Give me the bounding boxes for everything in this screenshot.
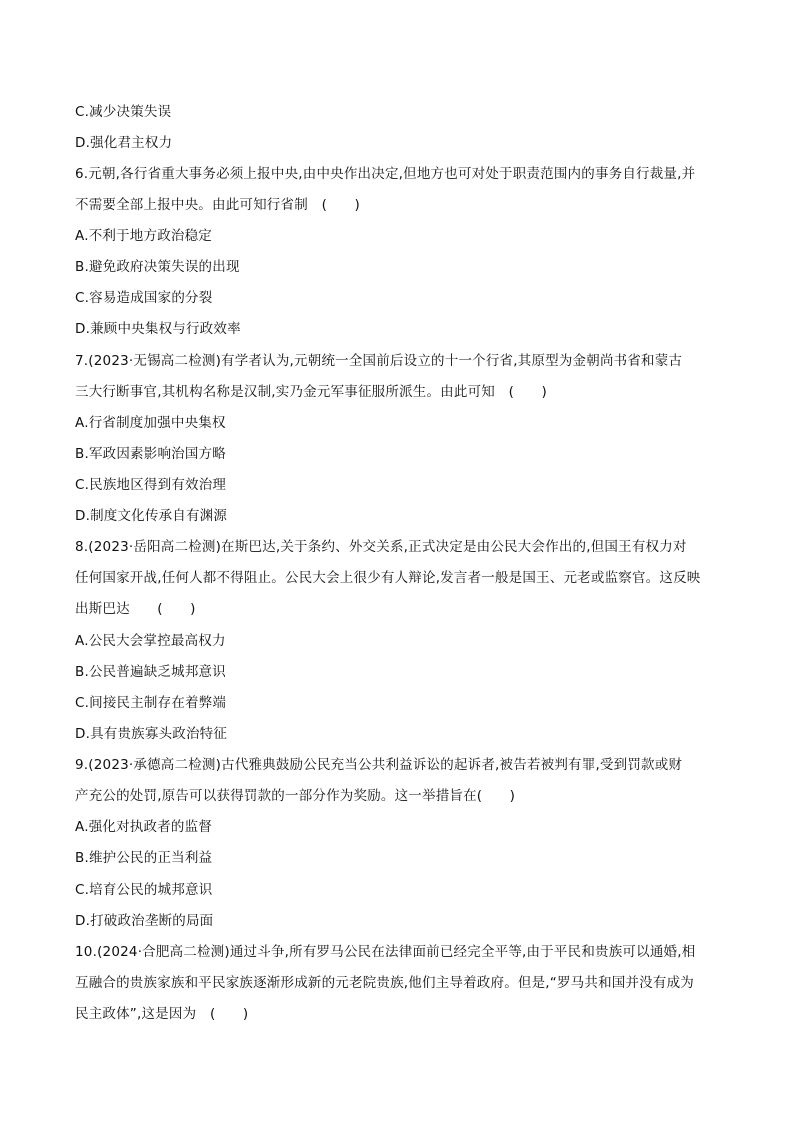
question-7-line-1: 7.(2023·无锡高二检测)有学者认为,元朝统一全国前后设立的十一个行省,其原型为金朝尚书省和蒙古 [75, 353, 683, 369]
option-c-q8: C.间接民主制存在着弊端 [75, 695, 227, 711]
option-b-q6: B.避免政府决策失误的出现 [75, 259, 240, 275]
option-d-q9: D.打破政治垄断的局面 [75, 913, 214, 929]
option-a-q8: A.公民大会掌控最高权力 [75, 633, 226, 649]
option-b-q8: B.公民普遍缺乏城邦意识 [75, 664, 226, 680]
option-c-q7: C.民族地区得到有效治理 [75, 477, 227, 493]
question-8-line-3: 出斯巴达 ( ) [75, 601, 196, 617]
option-a-q9: A.强化对执政者的监督 [75, 819, 212, 835]
question-6-line-2: 不需要全部上报中央。由此可知行省制 ( ) [75, 197, 360, 213]
question-6-line-1: 6.元朝,各行省重大事务必须上报中央,由中央作出决定,但地方也可对处于职责范围内的事务自行裁量,并 [75, 166, 696, 182]
question-10-line-1: 10.(2024·合肥高二检测)通过斗争,所有罗马公民在法律面前已经完全平等,由于平民和贵族可以通婚,相 [75, 944, 696, 960]
option-d-q6: D.兼顾中央集权与行政效率 [75, 321, 241, 337]
option-a-q7: A.行省制度加强中央集权 [75, 415, 226, 431]
option-a-q6: A.不利于地方政治稳定 [75, 228, 212, 244]
option-c-q6: C.容易造成国家的分裂 [75, 290, 213, 306]
question-10-line-3: 民主政体”,这是因为 ( ) [75, 1006, 249, 1022]
question-9-line-2: 产充公的处罚,原告可以获得罚款的一部分作为奖励。这一举措旨在( ) [75, 788, 516, 804]
option-b-q9: B.维护公民的正当利益 [75, 850, 213, 866]
option-d-q5: D.强化君主权力 [75, 135, 173, 151]
question-7-line-2: 三大行断事官,其机构名称是汉制,实乃金元军事征服所派生。由此可知 ( ) [75, 384, 548, 400]
question-10-line-2: 互融合的贵族家族和平民家族逐渐形成新的元老院贵族,他们主导着政府。但是,“罗马共和国并没有成为 [75, 975, 694, 991]
option-c-q5: C.减少决策失误 [75, 104, 172, 120]
option-d-q7: D.制度文化传承自有渊源 [75, 508, 228, 524]
option-c-q9: C.培育公民的城邦意识 [75, 882, 213, 898]
question-8-line-1: 8.(2023·岳阳高二检测)在斯巴达,关于条约、外交关系,正式决定是由公民大会作出的,但国王有权力对 [75, 539, 687, 555]
option-d-q8: D.具有贵族寡头政治特征 [75, 726, 228, 742]
question-9-line-1: 9.(2023·承德高二检测)古代雅典鼓励公民充当公共利益诉讼的起诉者,被告若被判有罪,受到罚款或财 [75, 757, 683, 773]
question-8-line-2: 任何国家开战,任何人都不得阻止。公民大会上很少有人辩论,发言者一般是国王、元老或监察官。这反映 [75, 570, 701, 586]
option-b-q7: B.军政因素影响治国方略 [75, 446, 226, 462]
